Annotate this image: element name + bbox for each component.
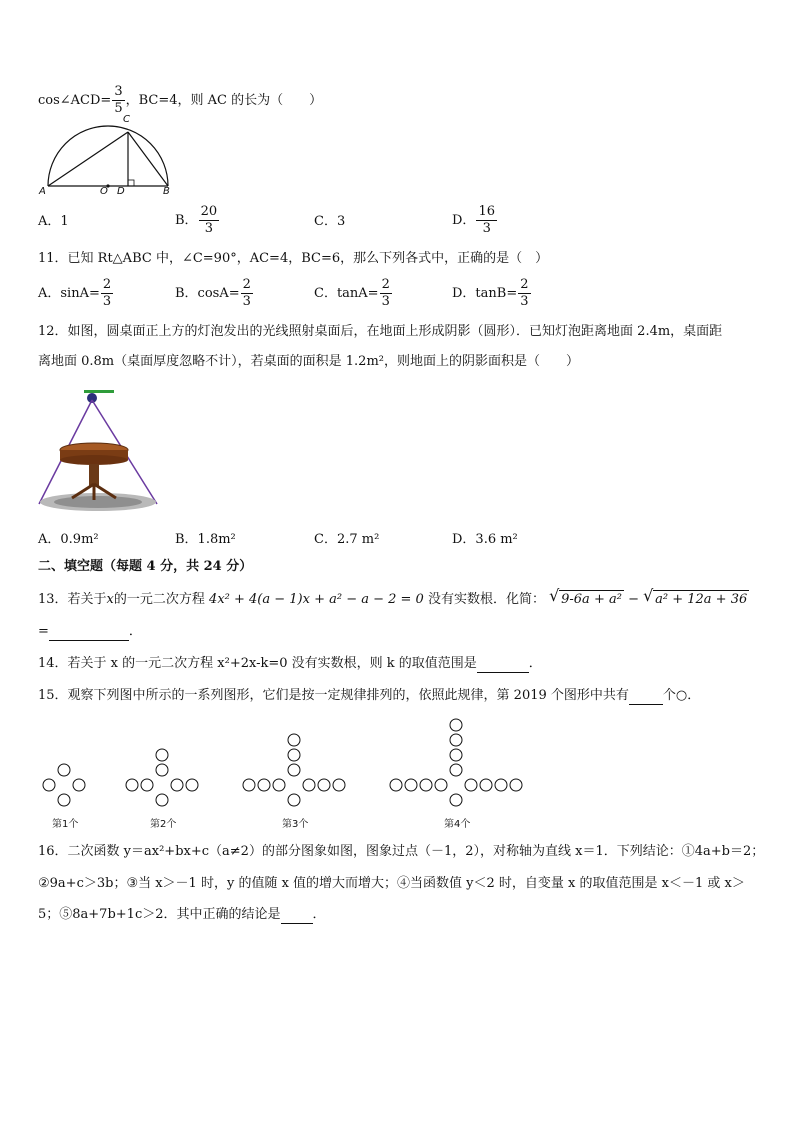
label-d: D <box>117 186 125 197</box>
q10-option-a[interactable]: A．1 <box>38 214 69 229</box>
pattern-3-circle <box>303 779 315 791</box>
pattern-2-circle <box>156 794 168 806</box>
q10-fraction: $\frac{3}{5}$ <box>114 84 123 116</box>
pattern-4-circle <box>435 779 447 791</box>
q16-line2: ②9a+c＞3b；③当 x＞－1 时，y 的值随 x 值的增大而增大；④当函数值 y＜2 时，自变量 x 的取值范围是 x＜－1 或 x＞ <box>38 876 745 891</box>
q13-sqrt1: √ 9-6a + a² <box>549 586 622 607</box>
semicircle-arc <box>48 126 168 186</box>
pattern-2-circle <box>141 779 153 791</box>
pattern-3-circle <box>288 794 300 806</box>
q12-line1: 12．如图，圆桌面正上方的灯泡发出的光线照射桌面后，在地面上形成阴影（圆形）．已知灯泡距离地面 2.4m，桌面距 <box>38 324 723 339</box>
pattern-2-circle <box>186 779 198 791</box>
q10-option-c[interactable]: C．3 <box>314 214 346 229</box>
pattern-3-circle <box>288 749 300 761</box>
q13-line2: = ． <box>38 624 142 639</box>
q11-option-a[interactable]: A．sinA= $\frac{2}{3}$ <box>38 277 112 309</box>
q15-stem: 15．观察下列图中所示的一系列图形，它们是按一定规律排列的，依照此规律，第 2019 个图形中共有 个○． <box>38 688 701 703</box>
q12-option-c[interactable]: C．2.7 m² <box>314 532 380 547</box>
pattern-3-circle <box>318 779 330 791</box>
pattern-4-circle <box>450 794 462 806</box>
segment-ac <box>48 132 128 186</box>
pattern-3-circle <box>243 779 255 791</box>
q13-answer-blank[interactable] <box>49 626 129 641</box>
q15-answer-blank[interactable] <box>629 690 663 705</box>
q10-stem <box>38 84 322 117</box>
pattern-3-circle <box>258 779 270 791</box>
q13-sqrt2: √ a² + 12a + 36 <box>643 586 748 607</box>
q13-line1: 13．若关于x的一元二次方程 4x² + 4(a − 1)x + a² − a − 2 = 0 没有实数根．化简： √ 9-6a + a² − √ a² + 12a + 36 <box>38 586 748 607</box>
q15-circle-patterns <box>36 714 556 822</box>
pattern-3-circle <box>288 734 300 746</box>
pattern-4-circle <box>465 779 477 791</box>
section-title: 二、填空题（每题 4 分，共 24 分） <box>38 559 253 574</box>
pattern-1-circle <box>73 779 85 791</box>
lamp-mount <box>84 390 114 393</box>
q16-line3: 5；⑤8a+7b+1c＞2．其中正确的结论是 ． <box>38 907 326 922</box>
q11-option-c[interactable]: C．tanA= $\frac{2}{3}$ <box>314 277 390 309</box>
pattern-4-circle <box>420 779 432 791</box>
pattern-4-circle <box>450 719 462 731</box>
pattern-2-circle <box>156 749 168 761</box>
q15-caption-1: 第1个 <box>52 819 79 830</box>
q10-stem-prefix: cos∠ACD= <box>38 93 112 108</box>
pattern-3-circle <box>333 779 345 791</box>
pattern-4-circle <box>495 779 507 791</box>
q15-caption-2: 第2个 <box>150 819 177 830</box>
table-pedestal <box>89 464 99 486</box>
pattern-4-circle <box>480 779 492 791</box>
q14-stem: 14．若关于 x 的一元二次方程 x²+2x-k=0 没有实数根，则 k 的取值范围是 ． <box>38 656 542 671</box>
q12-line2: 离地面 0.8m（桌面厚度忽略不计），若桌面的面积是 1.2m²，则地面上的阴影面积是（ ） <box>38 354 579 369</box>
pattern-1-circle <box>43 779 55 791</box>
pattern-2-circle <box>156 764 168 776</box>
pattern-4-circle <box>510 779 522 791</box>
label-c: C <box>123 114 130 125</box>
q12-figure <box>36 386 160 512</box>
right-angle-mark <box>128 180 134 186</box>
pattern-1-circle <box>58 764 70 776</box>
q10-figure <box>36 116 181 202</box>
pattern-2-circle <box>171 779 183 791</box>
q13-equation: 4x² + 4(a − 1)x + a² − a − 2 = 0 <box>209 592 424 607</box>
table-apron-bottom <box>60 455 128 465</box>
q10-option-d[interactable]: D． $\frac{16}{3}$ <box>452 204 495 236</box>
pattern-3-circle <box>273 779 285 791</box>
q15-caption-3: 第3个 <box>282 819 309 830</box>
q16-answer-blank[interactable] <box>281 909 313 924</box>
q12-option-b[interactable]: B．1.8m² <box>175 532 236 547</box>
q14-answer-blank[interactable] <box>477 658 529 673</box>
pattern-4-circle <box>450 734 462 746</box>
label-a: A <box>39 186 46 197</box>
q11-option-b[interactable]: B．cosA= $\frac{2}{3}$ <box>175 277 251 309</box>
label-b: B <box>163 186 170 197</box>
label-o: O <box>100 186 108 197</box>
semicircle-diagram <box>36 116 181 202</box>
pattern-2-circle <box>126 779 138 791</box>
q11-option-d[interactable]: D．tanB= $\frac{2}{3}$ <box>452 277 529 309</box>
q11-stem: 11．已知 Rt△ABC 中，∠C=90°，AC=4，BC=6，那么下列各式中，正确的是（ ） <box>38 251 549 266</box>
pattern-3-circle <box>288 764 300 776</box>
pattern-4-circle <box>450 764 462 776</box>
q16-line1: 16．二次函数 y＝ax²+bx+c（a≠2）的部分图象如图，图象过点（－1，2），对称轴为直线 x＝1．下列结论：①4a+b＝2； <box>38 844 765 859</box>
q10-stem-suffix: ，BC=4，则 AC 的长为（ ） <box>125 93 323 108</box>
q12-option-d[interactable]: D．3.6 m² <box>452 532 518 547</box>
q12-option-a[interactable]: A．0.9m² <box>38 532 99 547</box>
shadow-inner <box>54 496 142 508</box>
lamp-table-illustration <box>36 386 160 512</box>
q10-option-b[interactable]: B． $\frac{20}{3}$ <box>175 204 218 236</box>
pattern-4-circle <box>405 779 417 791</box>
q15-caption-4: 第4个 <box>444 819 471 830</box>
pattern-1-circle <box>58 794 70 806</box>
pattern-4-circle <box>390 779 402 791</box>
pattern-4-circle <box>450 749 462 761</box>
pattern-group <box>43 719 522 806</box>
